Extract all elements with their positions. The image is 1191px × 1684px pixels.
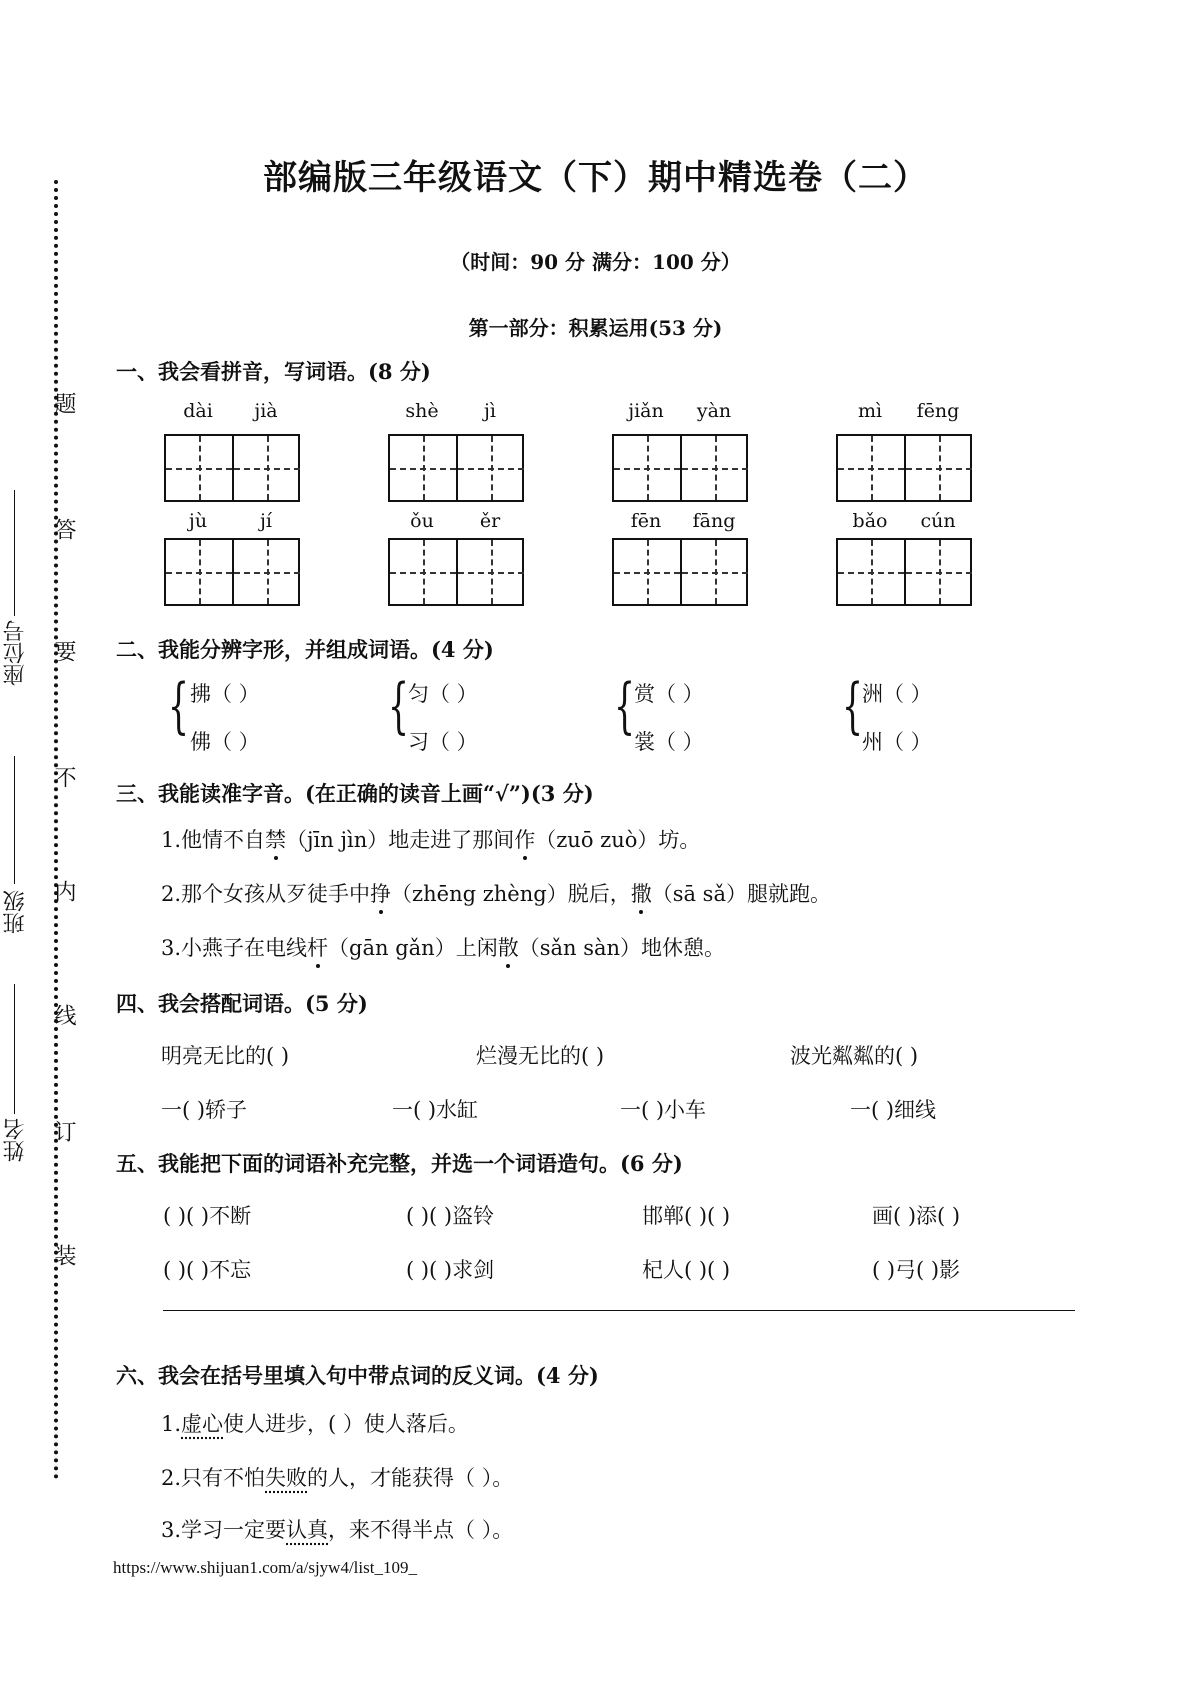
measure-word-item[interactable]: 一( )轿子 (161, 1098, 248, 1122)
match-item[interactable]: 烂漫无比的( ) (476, 1044, 605, 1068)
pinyin: jì (484, 400, 496, 422)
question-3-3: 3.小燕子在电线杆（gān gǎn）上闲散（sǎn sàn）地休憩。 (161, 932, 725, 962)
margin-word-8: 装 (51, 1244, 76, 1266)
tianzige-box[interactable] (164, 434, 300, 502)
margin-word-6: 线 (51, 1004, 76, 1026)
idiom-item[interactable]: 邯郸( )( ) (642, 1204, 731, 1228)
pinyin: mì (857, 400, 883, 422)
pinyin: yàn (696, 400, 732, 422)
section-5-title: 五、我能把下面的词语补充完整，并选一个词语造句。(6 分) (116, 1151, 683, 1176)
page-title: 部编版三年级语文（下）期中精选卷（二） (263, 158, 928, 198)
char-pair-bottom: 裳（ ） (634, 730, 704, 754)
idiom-item[interactable]: ( )弓( )影 (872, 1258, 961, 1282)
footer-url[interactable]: https://www.shijuan1.com/a/sjyw4/list_109_ (113, 1558, 417, 1577)
section-1-title: 一、我会看拼音，写词语。(8 分) (116, 359, 431, 384)
curly-brace: { (388, 671, 410, 741)
class-line[interactable] (14, 756, 15, 884)
idiom-item[interactable]: ( )( )不断 (163, 1204, 252, 1228)
char-pair-top: 匀（ ） (408, 682, 478, 706)
question-6-3: 3.学习一定要认真，来不得半点（ ）。 (161, 1518, 514, 1542)
pinyin: ěr (479, 510, 501, 532)
seat-number-label: 座位号 (3, 620, 28, 686)
section-3-title: 三、我能读准字音。(在正确的读音上画“√”)(3 分) (116, 781, 594, 806)
name-label: 姓名 (3, 1118, 28, 1162)
margin-word-5: 内 (51, 880, 76, 902)
tianzige-box[interactable] (836, 434, 972, 502)
margin-word-3: 要 (51, 640, 76, 662)
tianzige-box[interactable] (164, 538, 300, 606)
idiom-item[interactable]: ( )( )不忘 (163, 1258, 252, 1282)
match-item[interactable]: 波光粼粼的( ) (790, 1044, 919, 1068)
idiom-item[interactable]: 杞人( )( ) (642, 1258, 731, 1282)
question-3-2: 2.那个女孩从歹徒手中挣（zhēng zhèng）脱后，撒（sā sǎ）腿就跑。 (161, 878, 831, 908)
tianzige-box[interactable] (612, 538, 748, 606)
margin-word-2: 答 (51, 518, 76, 540)
pinyin: shè (405, 400, 439, 422)
char-pair-top: 洲（ ） (862, 682, 932, 706)
tianzige-box[interactable] (836, 538, 972, 606)
name-line[interactable] (14, 984, 15, 1114)
pinyin: ǒu (410, 510, 434, 532)
idiom-item[interactable]: 画( )添( ) (872, 1204, 961, 1228)
pinyin: bǎo (852, 510, 888, 532)
question-6-2: 2.只有不怕失败的人，才能获得（ ）。 (161, 1466, 514, 1490)
pinyin: cún (920, 510, 956, 532)
curly-brace: { (168, 671, 190, 741)
curly-brace: { (842, 671, 864, 741)
pinyin: jù (188, 510, 208, 532)
section-6-title: 六、我会在括号里填入句中带点词的反义词。(4 分) (116, 1363, 599, 1388)
exam-time-score: （时间：90 分 满分：100 分） (450, 250, 741, 274)
pinyin: dài (183, 400, 213, 422)
margin-word-1: 题 (51, 392, 76, 414)
pinyin: jí (260, 510, 272, 532)
tianzige-box[interactable] (388, 434, 524, 502)
char-pair-top: 拂（ ） (190, 682, 260, 706)
match-item[interactable]: 明亮无比的( ) (161, 1044, 290, 1068)
margin-word-7: 订 (51, 1120, 76, 1142)
margin-word-4: 不 (51, 766, 76, 788)
pinyin: jià (254, 400, 278, 422)
idiom-item[interactable]: ( )( )盗铃 (406, 1204, 495, 1228)
char-pair-bottom: 习（ ） (408, 730, 478, 754)
char-pair-top: 赏（ ） (634, 682, 704, 706)
pinyin: jiǎn (628, 400, 664, 422)
measure-word-item[interactable]: 一( )细线 (850, 1098, 937, 1122)
seat-number-line[interactable] (14, 490, 15, 616)
pinyin: fāng (692, 510, 736, 532)
tianzige-box[interactable] (388, 538, 524, 606)
question-6-1: 1.虚心使人进步，( ）使人落后。 (161, 1412, 469, 1436)
class-label: 班级 (3, 890, 28, 934)
idiom-item[interactable]: ( )( )求剑 (406, 1258, 495, 1282)
char-pair-bottom: 州（ ） (862, 730, 932, 754)
section-2-title: 二、我能分辨字形，并组成词语。(4 分) (116, 637, 494, 662)
tianzige-box[interactable] (612, 434, 748, 502)
curly-brace: { (614, 671, 636, 741)
question-3-1: 1.他情不自禁（jīn jìn）地走进了那间作（zuō zuò）坊。 (161, 824, 700, 854)
part-heading: 第一部分：积累运用(53 分) (468, 316, 723, 340)
measure-word-item[interactable]: 一( )水缸 (392, 1098, 479, 1122)
char-pair-bottom: 佛（ ） (190, 730, 260, 754)
sentence-answer-line[interactable] (163, 1310, 1075, 1311)
binding-dotted-line (54, 180, 58, 1480)
measure-word-item[interactable]: 一( )小车 (620, 1098, 707, 1122)
pinyin: fēn (630, 510, 662, 532)
pinyin: fēng (916, 400, 960, 422)
section-4-title: 四、我会搭配词语。(5 分) (116, 991, 368, 1016)
